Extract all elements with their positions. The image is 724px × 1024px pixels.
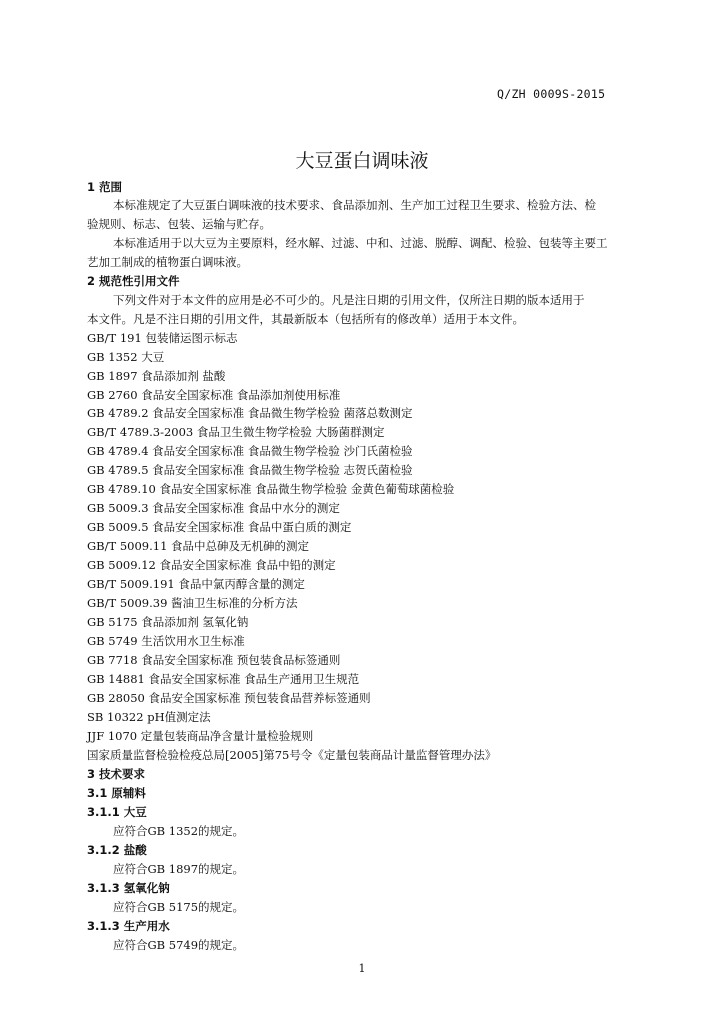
body-line: 艺加工制成的植物蛋白调味液。 (87, 255, 248, 269)
body-line: GB 7718 食品安全国家标准 预包装食品标签通则 (87, 653, 341, 667)
body-line: GB/T 4789.3-2003 食品卫生微生物学检验 大肠菌群测定 (87, 425, 385, 439)
body-line: 本文件。凡是不注日期的引用文件，其最新版本（包括所有的修改单）适用于本文件。 (87, 312, 524, 326)
page-title: 大豆蛋白调味液 (295, 150, 429, 172)
body-line: JJF 1070 定量包装商品净含量计量检验规则 (87, 729, 314, 743)
body-line: GB 4789.5 食品安全国家标准 食品微生物学检验 志贺氏菌检验 (87, 463, 413, 477)
body-line: GB/T 5009.191 食品中氯丙醇含量的测定 (87, 577, 305, 591)
body-line: 应符合GB 1352的规定。 (113, 824, 245, 838)
body-line: 下列文件对于本文件的应用是必不可少的。凡是注日期的引用文件，仅所注日期的版本适用于 (113, 293, 585, 307)
body-line: 本标准规定了大豆蛋白调味液的技术要求、食品添加剂、生产加工过程卫生要求、检验方法、检 (113, 198, 596, 212)
body-line: 本标准适用于以大豆为主要原料，经水解、过滤、中和、过滤、脱醇、调配、检验、包装等主要工 (113, 236, 608, 250)
body-line: GB 14881 食品安全国家标准 食品生产通用卫生规范 (87, 672, 360, 686)
section-heading: 1 范围 (87, 180, 123, 194)
body-line: 国家质量监督检验检疫总局[2005]第75号令《定量包装商品计量监督管理办法》 (87, 748, 497, 762)
body-line: 应符合GB 5749的规定。 (113, 938, 245, 952)
body-line: 验规则、标志、包装、运输与贮存。 (87, 217, 271, 231)
body-line: GB 1897 食品添加剂 盐酸 (87, 369, 226, 383)
body-line: GB 4789.2 食品安全国家标准 食品微生物学检验 菌落总数测定 (87, 406, 413, 420)
section-heading: 3.1.2 盐酸 (87, 843, 147, 857)
page-number: 1 (358, 962, 366, 975)
body-line: GB 2760 食品安全国家标准 食品添加剂使用标准 (87, 388, 341, 402)
section-heading: 3.1.1 大豆 (87, 805, 147, 819)
body-line: 应符合GB 1897的规定。 (113, 862, 245, 876)
body-line: GB/T 5009.39 酱油卫生标准的分析方法 (87, 596, 298, 610)
body-line: GB 5175 食品添加剂 氢氧化钠 (87, 615, 249, 629)
body-line: GB/T 5009.11 食品中总砷及无机砷的测定 (87, 539, 310, 553)
body-line: SB 10322 pH值测定法 (87, 710, 211, 724)
section-heading: 3.1.3 生产用水 (87, 919, 170, 933)
body-line: GB 5009.3 食品安全国家标准 食品中水分的测定 (87, 501, 340, 515)
body-line: GB 4789.10 食品安全国家标准 食品微生物学检验 金黄色葡萄球菌检验 (87, 482, 455, 496)
section-heading: 2 规范性引用文件 (87, 274, 180, 288)
body-line: GB 28050 食品安全国家标准 预包装食品营养标签通则 (87, 691, 371, 705)
section-heading: 3.1.3 氢氧化钠 (87, 881, 170, 895)
body-line: GB 1352 大豆 (87, 350, 165, 364)
body-line: GB 5009.12 食品安全国家标准 食品中铅的测定 (87, 558, 336, 572)
standard-code: Q/ZH 0009S-2015 (497, 87, 606, 101)
body-line: 应符合GB 5175的规定。 (113, 900, 245, 914)
body-line: GB/T 191 包装储运图示标志 (87, 331, 238, 345)
body-line: GB 5749 生活饮用水卫生标准 (87, 634, 245, 648)
section-heading: 3 技术要求 (87, 767, 146, 781)
body-line: GB 5009.5 食品安全国家标准 食品中蛋白质的测定 (87, 520, 352, 534)
section-heading: 3.1 原辅料 (87, 786, 146, 800)
body-line: GB 4789.4 食品安全国家标准 食品微生物学检验 沙门氏菌检验 (87, 444, 413, 458)
